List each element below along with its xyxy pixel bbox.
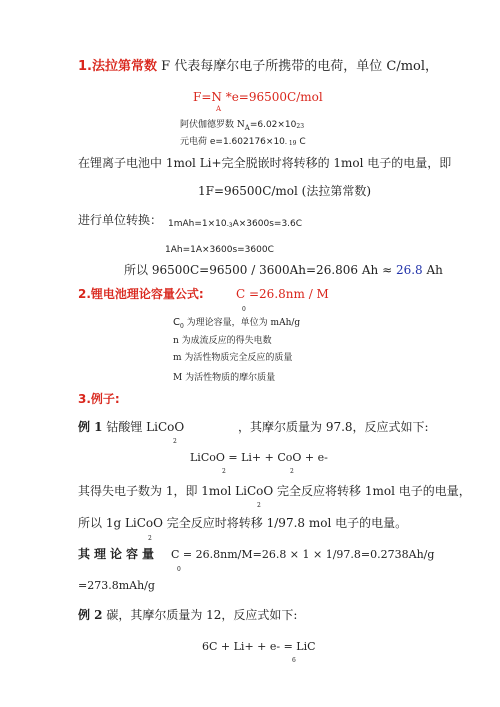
section-2-heading: 2.锂电池理论容量公式: xyxy=(78,287,204,301)
definition-n: n 为成流反应的得失电数 xyxy=(173,336,272,346)
definition-c0-sub: 0 xyxy=(179,323,184,330)
example-2-text: 碳，其摩尔质量为 12，反应式如下: xyxy=(102,608,298,622)
avogadro-line xyxy=(180,121,304,130)
capacity-formula: C =26.8nm / M xyxy=(236,287,329,301)
example-1-label: 例 1 xyxy=(78,420,103,434)
section-1-line xyxy=(78,60,438,73)
conversion-result xyxy=(124,264,443,276)
capacity-result: =273.8mAh/g xyxy=(78,579,155,592)
section-3-heading: 3.例子: xyxy=(78,392,120,406)
example-1-line-2-sub: 2 xyxy=(257,502,261,509)
paragraph-1: 在锂离子电池中 1mol Li+完全脱嵌时将转移的 1mol 电子的电量，即 xyxy=(78,156,452,170)
conversion-1-b: A×3600s=3.6C xyxy=(232,219,303,229)
definition-c0-text: 为理论容量，单位为 mAh/g xyxy=(183,318,301,328)
section-1-intro: F 代表每摩尔电子所携带的电荷，单位 C/mol， xyxy=(156,59,439,74)
charge-unit: C xyxy=(296,137,306,147)
capacity-calc: C = 26.8nm/M=26.8 × 1 × 1/97.8=0.2738Ah/g xyxy=(171,548,435,561)
avogadro-value: =6.02×10 xyxy=(249,120,297,130)
conversion-1-a: 1mAh=1×10 xyxy=(168,219,227,229)
reaction-2: 6C + Li+ + e- = LiC xyxy=(202,640,316,653)
reaction-1-sub-b: 2 xyxy=(290,468,294,475)
avogadro-sub: A xyxy=(244,124,250,132)
avogadro-label: 阿伏伽德罗数 N xyxy=(180,120,245,130)
charge-line xyxy=(180,138,306,147)
result-value: 26.8 xyxy=(395,263,423,277)
reaction-1-sub-a: 2 xyxy=(222,468,226,475)
example-1-rest: ，其摩尔质量为 97.8，反应式如下: xyxy=(238,420,429,434)
faraday-formula-sub: A xyxy=(216,105,222,113)
example-1-line-3: 所以 1g LiCoO 完全反应时将转移 1/97.8 mol 电子的电量。 xyxy=(78,516,408,530)
capacity-calc-sub: 0 xyxy=(177,566,181,573)
reaction-2-sub: 6 xyxy=(292,657,296,664)
example-1-text: 钴酸锂 LiCoO xyxy=(102,420,185,434)
example-1-line xyxy=(78,421,184,433)
faraday-constant: 1F=96500C/mol (法拉第常数) xyxy=(198,184,372,198)
definition-c0-symbol: C xyxy=(173,317,180,328)
definition-M: M 为活性物质的摩尔质量 xyxy=(173,373,276,383)
conversion-label: 进行单位转换： xyxy=(78,213,163,227)
definition-c0 xyxy=(173,318,300,328)
section-1-heading: 1.法拉第常数 xyxy=(78,59,157,74)
capacity-label: 其理论容量 xyxy=(78,547,159,561)
reaction-1: LiCoO = Li+ + CoO + e- xyxy=(190,451,328,464)
example-2-line xyxy=(78,609,297,621)
conversion-2: 1Ah=1A×3600s=3600C xyxy=(165,245,274,255)
result-unit: Ah xyxy=(422,263,443,277)
example-1-sub: 2 xyxy=(173,438,177,445)
charge-value: e=1.602176×10 xyxy=(209,137,285,147)
charge-exp: - 19 xyxy=(284,140,297,147)
avogadro-exp: 23 xyxy=(296,123,305,130)
definition-m: m 为活性物质完全反应的质量 xyxy=(173,353,293,363)
result-text: 所以 96500C=96500 / 3600Ah=26.806 Ah ≈ xyxy=(124,263,396,277)
example-2-label: 例 2 xyxy=(78,608,103,622)
conversion-1 xyxy=(168,220,302,229)
faraday-formula: F=N *e=96500C/mol xyxy=(193,90,323,104)
capacity-formula-sub: 0 xyxy=(242,306,246,313)
conversion-1-exp: -3 xyxy=(226,222,233,229)
charge-label: 元电荷 xyxy=(180,137,210,147)
example-1-line-3-sub: 2 xyxy=(148,535,152,542)
example-1-line-2: 其得失电子数为 1，即 1mol LiCoO 完全反应将转移 1mol 电子的电量， xyxy=(78,484,471,498)
